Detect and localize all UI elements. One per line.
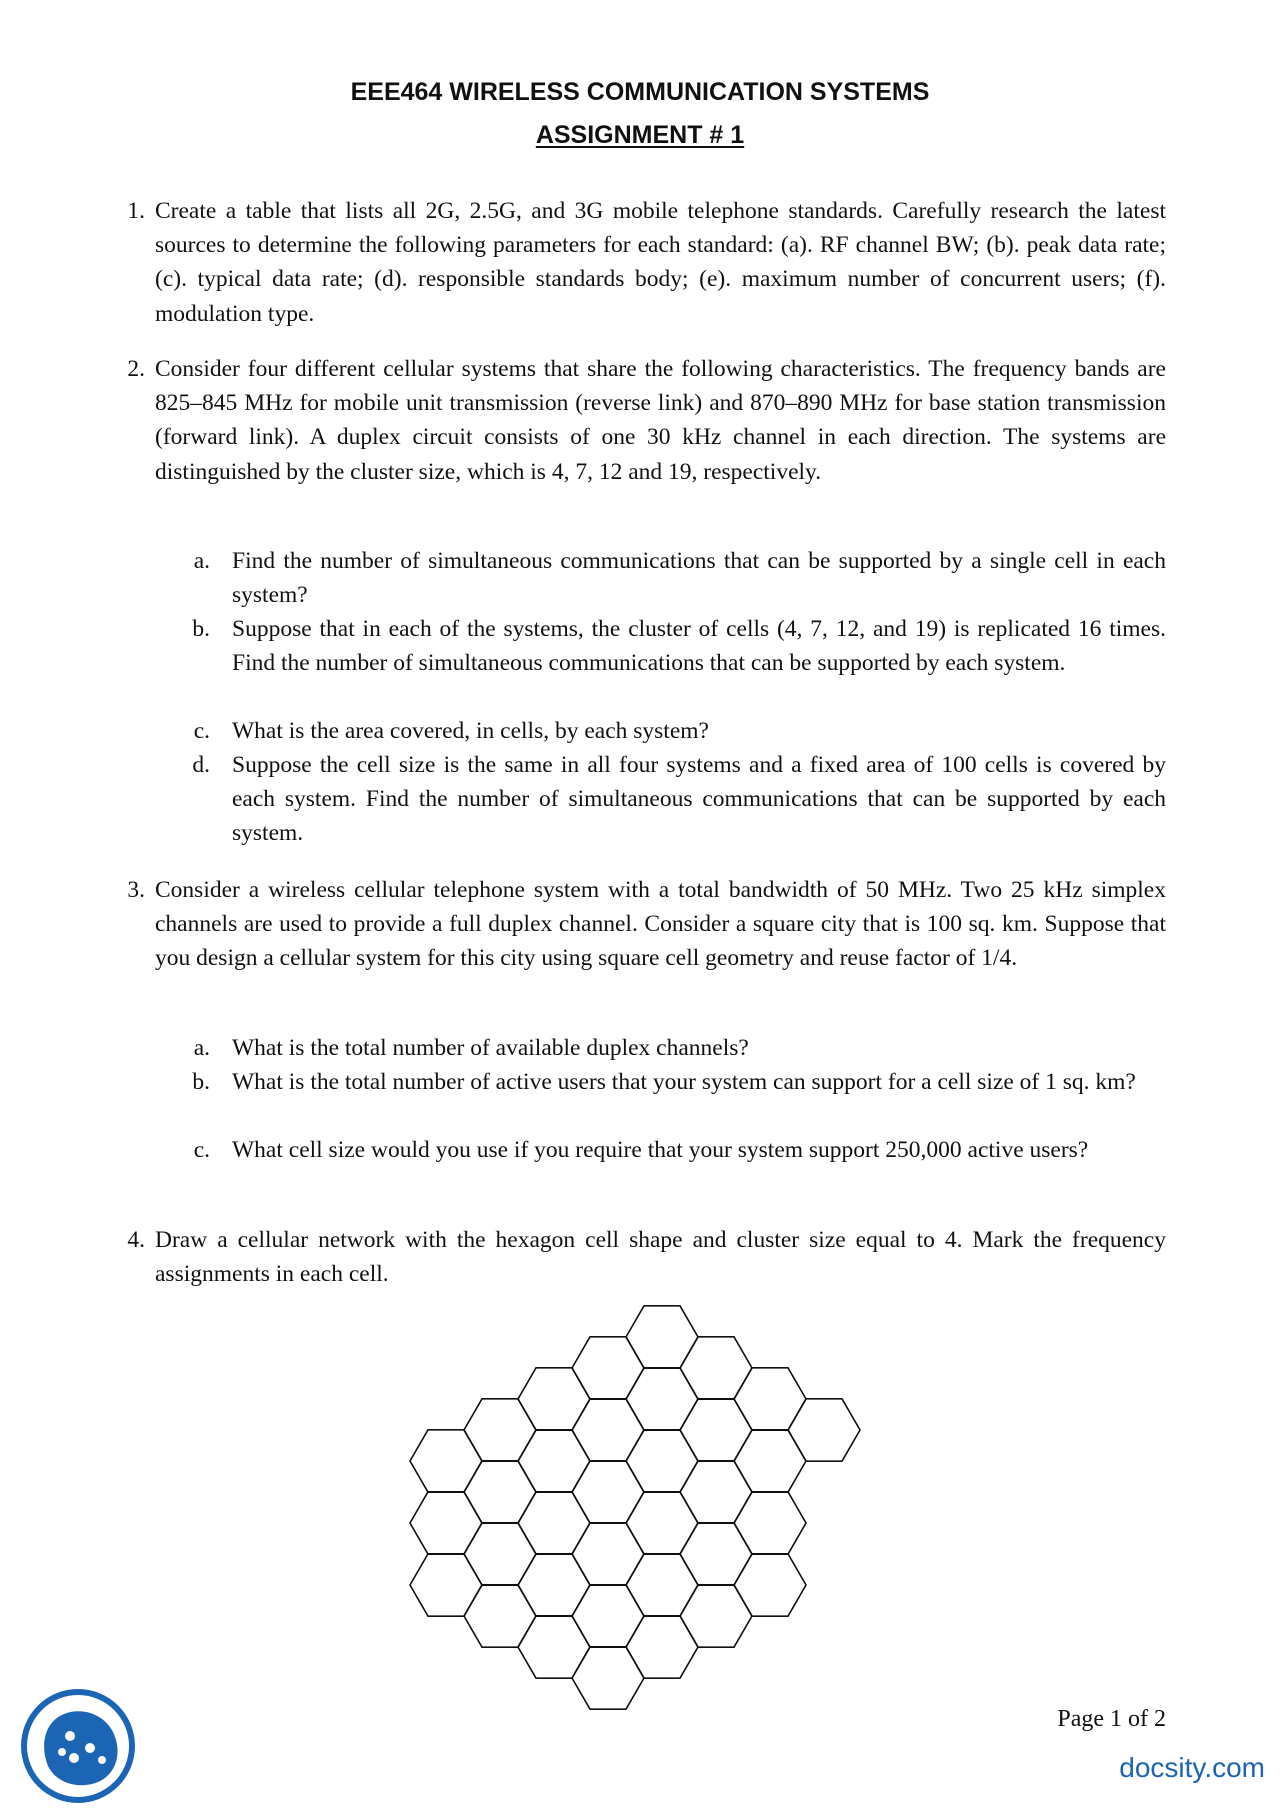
hexagon-cell (734, 1492, 806, 1554)
hexagon-cell (626, 1616, 698, 1678)
hexagon-cell (572, 1399, 644, 1461)
hexagon-cell (626, 1554, 698, 1616)
hexagon-cell (734, 1430, 806, 1492)
docsity-logo-icon (18, 1686, 138, 1806)
hexagon-cell (626, 1368, 698, 1430)
part-text: Suppose that in each of the systems, the cluster of cells (4, 7, 12, and 19) is replicated 16 times. Find the number of simultaneous communications that can be supported by each system. (232, 616, 1166, 677)
part-letter: c. (193, 718, 210, 744)
hexagon-cell (518, 1368, 590, 1430)
part-letter: c. (193, 1137, 210, 1163)
question-text: Consider four different cellular systems that share the following characteristics. The frequency bands are 825–845 MHz for mobile unit transmission (reverse link) and 870–890 MHz for base station transmission (forward link). A duplex circuit consists of one 30 kHz channel in each direction. The systems are distinguished by the cluster size, which is 4, 7, 12 and 19, respectively. (155, 356, 1166, 485)
part-letter: a. (193, 1035, 210, 1061)
part-letter: a. (193, 548, 210, 574)
hexagon-cell (518, 1492, 590, 1554)
hexagon-cell (680, 1399, 752, 1461)
document-title: EEE464 WIRELESS COMMUNICATION SYSTEMS (350, 78, 930, 106)
hexagon-cell (464, 1399, 536, 1461)
hexagon-cell (680, 1461, 752, 1523)
part-text: What is the area covered, in cells, by each system? (232, 718, 709, 744)
hexagon-cell (410, 1492, 482, 1554)
hexagon-cell (572, 1585, 644, 1647)
hexagon-cell (626, 1492, 698, 1554)
hexagon-cell (734, 1368, 806, 1430)
hexagon-cell (572, 1337, 644, 1399)
hexagon-cell (680, 1523, 752, 1585)
hexagon-cell (572, 1523, 644, 1585)
question-number: 3. (127, 877, 145, 903)
brand-watermark: docsity.com (1119, 1752, 1265, 1783)
assignment-title: ASSIGNMENT # 1 (535, 121, 745, 149)
question-text: Create a table that lists all 2G, 2.5G, and 3G mobile telephone standards. Carefully research the latest sources to determine the following parameters for each standard: (a). RF channel BW; (b). peak data rate; (c). typical data rate; (d). responsible standards body; (e). maximum number of concurrent users; (f). modulation type. (155, 198, 1166, 327)
part-text: What cell size would you use if you require that your system support 250,000 active users? (232, 1137, 1089, 1163)
hexagon-cell (518, 1616, 590, 1678)
hexagon-cell (518, 1430, 590, 1492)
hexagon-cell (572, 1461, 644, 1523)
hexagon-cell (680, 1585, 752, 1647)
hexagon-cell (626, 1430, 698, 1492)
part-letter: b. (192, 1069, 210, 1095)
hexagon-cell (464, 1585, 536, 1647)
part-letter: d. (192, 752, 210, 778)
hexagon-cell (680, 1337, 752, 1399)
hexagon-cell (410, 1430, 482, 1492)
hexagon-cell (464, 1461, 536, 1523)
part-text: Suppose the cell size is the same in all four systems and a fixed area of 100 cells is covered by each system. Find the number of simultaneous communications that can be supported by each system. (232, 752, 1166, 847)
part-text: What is the total number of available duplex channels? (232, 1035, 749, 1061)
question-number: 1. (127, 198, 145, 224)
hexagon-cell (734, 1554, 806, 1616)
hexagon-cell (572, 1647, 644, 1709)
part-text: Find the number of simultaneous communications that can be supported by a single cell in each system? (232, 548, 1166, 609)
hexagon-cell (788, 1399, 860, 1461)
question-text: Draw a cellular network with the hexagon cell shape and cluster size equal to 4. Mark the frequency assignments in each cell. (155, 1227, 1166, 1288)
question-number: 2. (127, 356, 145, 382)
hexagon-cell (410, 1554, 482, 1616)
hexagon-cell (518, 1554, 590, 1616)
part-text: What is the total number of active users that your system can support for a cell size of 1 sq. km? (232, 1069, 1136, 1095)
hexagon-cell (626, 1306, 698, 1368)
question-number: 4. (127, 1227, 145, 1253)
part-letter: b. (192, 616, 210, 642)
hexagon-cell (464, 1523, 536, 1585)
question-text: Consider a wireless cellular telephone system with a total bandwidth of 50 MHz. Two 25 kHz simplex channels are used to provide a full duplex channel. Consider a square city that is 100 sq. km. Suppose that you design a cellular system for this city using square cell geometry and reuse factor of 1/4. (155, 877, 1166, 972)
page-number: Page 1 of 2 (1057, 1706, 1166, 1732)
